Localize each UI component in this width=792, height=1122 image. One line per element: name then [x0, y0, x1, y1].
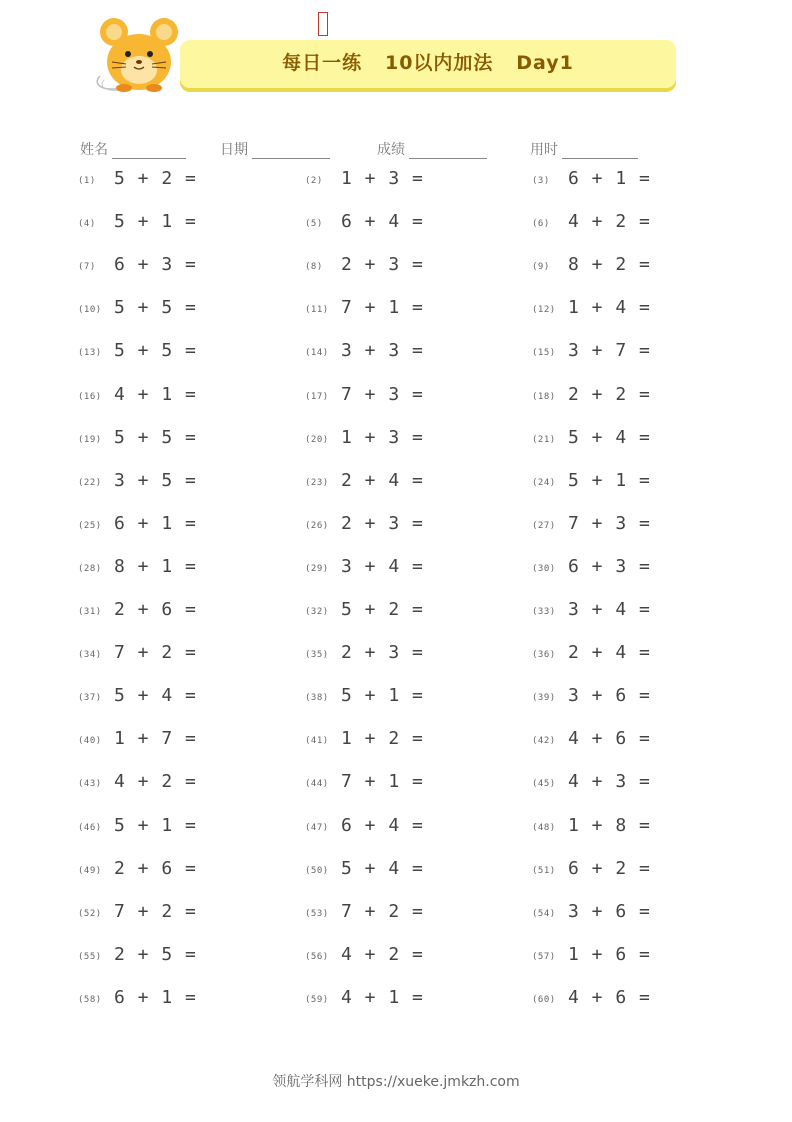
problem-number: (41): [305, 736, 329, 747]
problem-item: [532, 556, 732, 582]
problem-expression: 7 + 3 =: [341, 383, 424, 405]
problem-expression: 6 + 1 =: [568, 168, 651, 189]
problem-expression: 5 + 1 =: [114, 814, 197, 836]
problem-expression: 6 + 1 =: [114, 512, 197, 534]
problem-item: [78, 599, 278, 625]
problem-item: [305, 168, 505, 194]
problem-number: (23): [305, 477, 329, 488]
problem-expression: 2 + 4 =: [568, 642, 651, 664]
problem-expression: 1 + 3 =: [341, 426, 424, 448]
problem-number: (45): [532, 779, 556, 790]
problem-expression: 5 + 4 =: [114, 685, 197, 707]
problem-number: (58): [78, 994, 102, 1005]
problem-item: [532, 685, 732, 711]
problem-expression: 4 + 1 =: [341, 986, 424, 1008]
problem-number: (28): [78, 563, 102, 574]
problem-number: (24): [532, 477, 556, 488]
problem-item: [305, 815, 505, 841]
problem-item: [532, 427, 732, 453]
problem-number: (9): [532, 262, 550, 273]
problem-item: [305, 254, 505, 280]
problem-number: (26): [305, 520, 329, 531]
page-title: 每日一练 10以内加法 Day1: [282, 52, 574, 74]
problem-expression: 7 + 2 =: [341, 900, 424, 922]
problem-item: [532, 599, 732, 625]
problem-item: [78, 815, 278, 841]
problem-item: [78, 211, 278, 237]
problem-expression: 4 + 2 =: [114, 771, 197, 793]
problem-number: (56): [305, 951, 329, 962]
problem-expression: 6 + 4 =: [341, 211, 424, 233]
problem-expression: 2 + 2 =: [568, 383, 651, 405]
problem-item: [532, 297, 732, 323]
problem-number: (12): [532, 305, 556, 316]
problem-number: (40): [78, 736, 102, 747]
problem-number: (46): [78, 822, 102, 833]
problem-number: (11): [305, 305, 329, 316]
problem-item: [305, 599, 505, 625]
problem-expression: 5 + 5 =: [114, 297, 197, 319]
problem-item: [532, 384, 732, 410]
problem-expression: 7 + 3 =: [568, 512, 651, 534]
problem-item: [532, 513, 732, 539]
problem-number: (43): [78, 779, 102, 790]
problem-item: [78, 642, 278, 668]
problem-expression: 1 + 3 =: [341, 168, 424, 189]
problem-expression: 5 + 5 =: [114, 340, 197, 362]
problem-item: [78, 340, 278, 366]
problem-item: [305, 384, 505, 410]
problem-expression: 3 + 4 =: [568, 599, 651, 620]
problem-item: [305, 858, 505, 884]
problem-item: [305, 771, 505, 797]
problem-number: (29): [305, 563, 329, 574]
problem-item: [532, 987, 732, 1013]
problem-expression: 3 + 6 =: [568, 685, 651, 707]
problem-number: (37): [78, 693, 102, 704]
problem-number: (22): [78, 477, 102, 488]
problem-expression: 4 + 1 =: [114, 383, 197, 405]
problem-item: [532, 944, 732, 970]
problem-number: (42): [532, 736, 556, 747]
problem-number: (25): [78, 520, 102, 531]
problem-expression: 5 + 4 =: [341, 857, 424, 879]
problem-number: (32): [305, 607, 329, 617]
problem-number: (53): [305, 908, 329, 919]
problem-item: [532, 901, 732, 927]
problem-item: [305, 427, 505, 453]
problem-item: [532, 340, 732, 366]
problem-expression: 1 + 2 =: [341, 728, 424, 750]
problem-number: (27): [532, 520, 556, 531]
problem-expression: 5 + 1 =: [114, 211, 197, 233]
problem-item: [532, 168, 732, 194]
problem-expression: 1 + 7 =: [114, 728, 197, 750]
problem-number: (14): [305, 348, 329, 359]
problem-number: (31): [78, 607, 102, 617]
problem-expression: 5 + 2 =: [341, 599, 424, 620]
problem-expression: 4 + 6 =: [568, 728, 651, 750]
problem-number: (15): [532, 348, 556, 359]
problem-item: [78, 384, 278, 410]
problem-expression: 4 + 2 =: [341, 943, 424, 965]
problem-number: (1): [78, 176, 96, 186]
problem-number: (36): [532, 650, 556, 661]
problem-number: (20): [305, 434, 329, 445]
problem-expression: 3 + 7 =: [568, 340, 651, 362]
score-label: 成绩: [377, 142, 405, 158]
name-label: 姓名: [80, 142, 108, 158]
problem-number: (52): [78, 908, 102, 919]
problem-expression: 3 + 6 =: [568, 900, 651, 922]
time-label: 用时: [530, 142, 558, 158]
problem-number: (60): [532, 994, 556, 1005]
problem-number: (47): [305, 822, 329, 833]
problem-item: [78, 470, 278, 496]
problem-item: [305, 901, 505, 927]
problem-number: (17): [305, 391, 329, 402]
problem-expression: 3 + 4 =: [341, 555, 424, 577]
problem-item: [305, 987, 505, 1013]
problem-item: [305, 556, 505, 582]
problem-item: [532, 815, 732, 841]
problem-expression: 6 + 3 =: [568, 555, 651, 577]
problem-item: [78, 297, 278, 323]
problem-number: (2): [305, 176, 323, 186]
problem-expression: 2 + 3 =: [341, 642, 424, 664]
problem-number: (49): [78, 865, 102, 876]
problem-expression: 6 + 1 =: [114, 986, 197, 1008]
problem-item: [78, 944, 278, 970]
problem-expression: 7 + 1 =: [341, 297, 424, 319]
problem-expression: 7 + 2 =: [114, 900, 197, 922]
problem-item: [532, 728, 732, 754]
problem-item: [305, 297, 505, 323]
problem-number: (5): [305, 219, 323, 230]
problem-expression: 8 + 1 =: [114, 555, 197, 577]
problem-item: [78, 987, 278, 1013]
problem-item: [532, 470, 732, 496]
problem-expression: 5 + 1 =: [341, 685, 424, 707]
problem-expression: 6 + 4 =: [341, 814, 424, 836]
problem-item: [532, 211, 732, 237]
problem-number: (10): [78, 305, 102, 316]
problem-number: (35): [305, 650, 329, 661]
problem-item: [78, 168, 278, 194]
date-label: 日期: [220, 142, 248, 158]
problem-item: [78, 556, 278, 582]
problem-number: (33): [532, 607, 556, 617]
problem-number: (50): [305, 865, 329, 876]
problem-number: (6): [532, 219, 550, 230]
problem-item: [305, 470, 505, 496]
problem-expression: 7 + 2 =: [114, 642, 197, 664]
problem-expression: 1 + 6 =: [568, 943, 651, 965]
problem-item: [532, 771, 732, 797]
problem-item: [78, 728, 278, 754]
problem-item: [305, 211, 505, 237]
problem-expression: 4 + 3 =: [568, 771, 651, 793]
problem-expression: 4 + 6 =: [568, 986, 651, 1008]
problem-item: [305, 685, 505, 711]
problem-item: [532, 642, 732, 668]
problem-item: [305, 728, 505, 754]
problem-number: (3): [532, 176, 550, 186]
problem-item: [78, 427, 278, 453]
problem-expression: 8 + 2 =: [568, 254, 651, 276]
problem-expression: 3 + 3 =: [341, 340, 424, 362]
problem-number: (7): [78, 262, 96, 273]
problem-expression: 6 + 2 =: [568, 857, 651, 879]
problem-expression: 4 + 2 =: [568, 211, 651, 233]
problem-expression: 5 + 5 =: [114, 426, 197, 448]
problem-expression: 2 + 3 =: [341, 254, 424, 276]
problem-number: (4): [78, 219, 96, 230]
problem-expression: 2 + 3 =: [341, 512, 424, 534]
problem-number: (34): [78, 650, 102, 661]
problem-item: [78, 513, 278, 539]
problem-number: (51): [532, 865, 556, 876]
problem-expression: 3 + 5 =: [114, 469, 197, 491]
problem-number: (44): [305, 779, 329, 790]
problem-number: (13): [78, 348, 102, 359]
problem-number: (18): [532, 391, 556, 402]
problem-number: (39): [532, 693, 556, 704]
problem-number: (55): [78, 951, 102, 962]
problem-item: [78, 858, 278, 884]
problem-number: (54): [532, 908, 556, 919]
problem-expression: 5 + 4 =: [568, 426, 651, 448]
problem-number: (8): [305, 262, 323, 273]
problem-expression: 7 + 1 =: [341, 771, 424, 793]
problem-number: (30): [532, 563, 556, 574]
problem-number: (19): [78, 434, 102, 445]
problem-item: [532, 858, 732, 884]
problem-item: [305, 642, 505, 668]
problem-item: [78, 685, 278, 711]
problem-expression: 2 + 4 =: [341, 469, 424, 491]
problem-item: [305, 513, 505, 539]
problem-expression: 2 + 6 =: [114, 599, 197, 620]
problem-expression: 6 + 3 =: [114, 254, 197, 276]
problem-item: [78, 901, 278, 927]
problem-expression: 1 + 4 =: [568, 297, 651, 319]
problem-expression: 1 + 8 =: [568, 814, 651, 836]
problem-number: (48): [532, 822, 556, 833]
problem-number: (21): [532, 434, 556, 445]
problem-item: [305, 944, 505, 970]
problem-number: (16): [78, 391, 102, 402]
problem-expression: 5 + 2 =: [114, 168, 197, 189]
problem-expression: 2 + 5 =: [114, 943, 197, 965]
problem-expression: 5 + 1 =: [568, 469, 651, 491]
footer-source: 领航学科网 https://xueke.jmkzh.com: [272, 1074, 520, 1090]
problem-number: (38): [305, 693, 329, 704]
problem-number: (59): [305, 994, 329, 1005]
problem-item: [78, 771, 278, 797]
problem-item: [78, 254, 278, 280]
problem-item: [532, 254, 732, 280]
problem-item: [305, 340, 505, 366]
problem-number: (57): [532, 951, 556, 962]
problem-expression: 2 + 6 =: [114, 857, 197, 879]
